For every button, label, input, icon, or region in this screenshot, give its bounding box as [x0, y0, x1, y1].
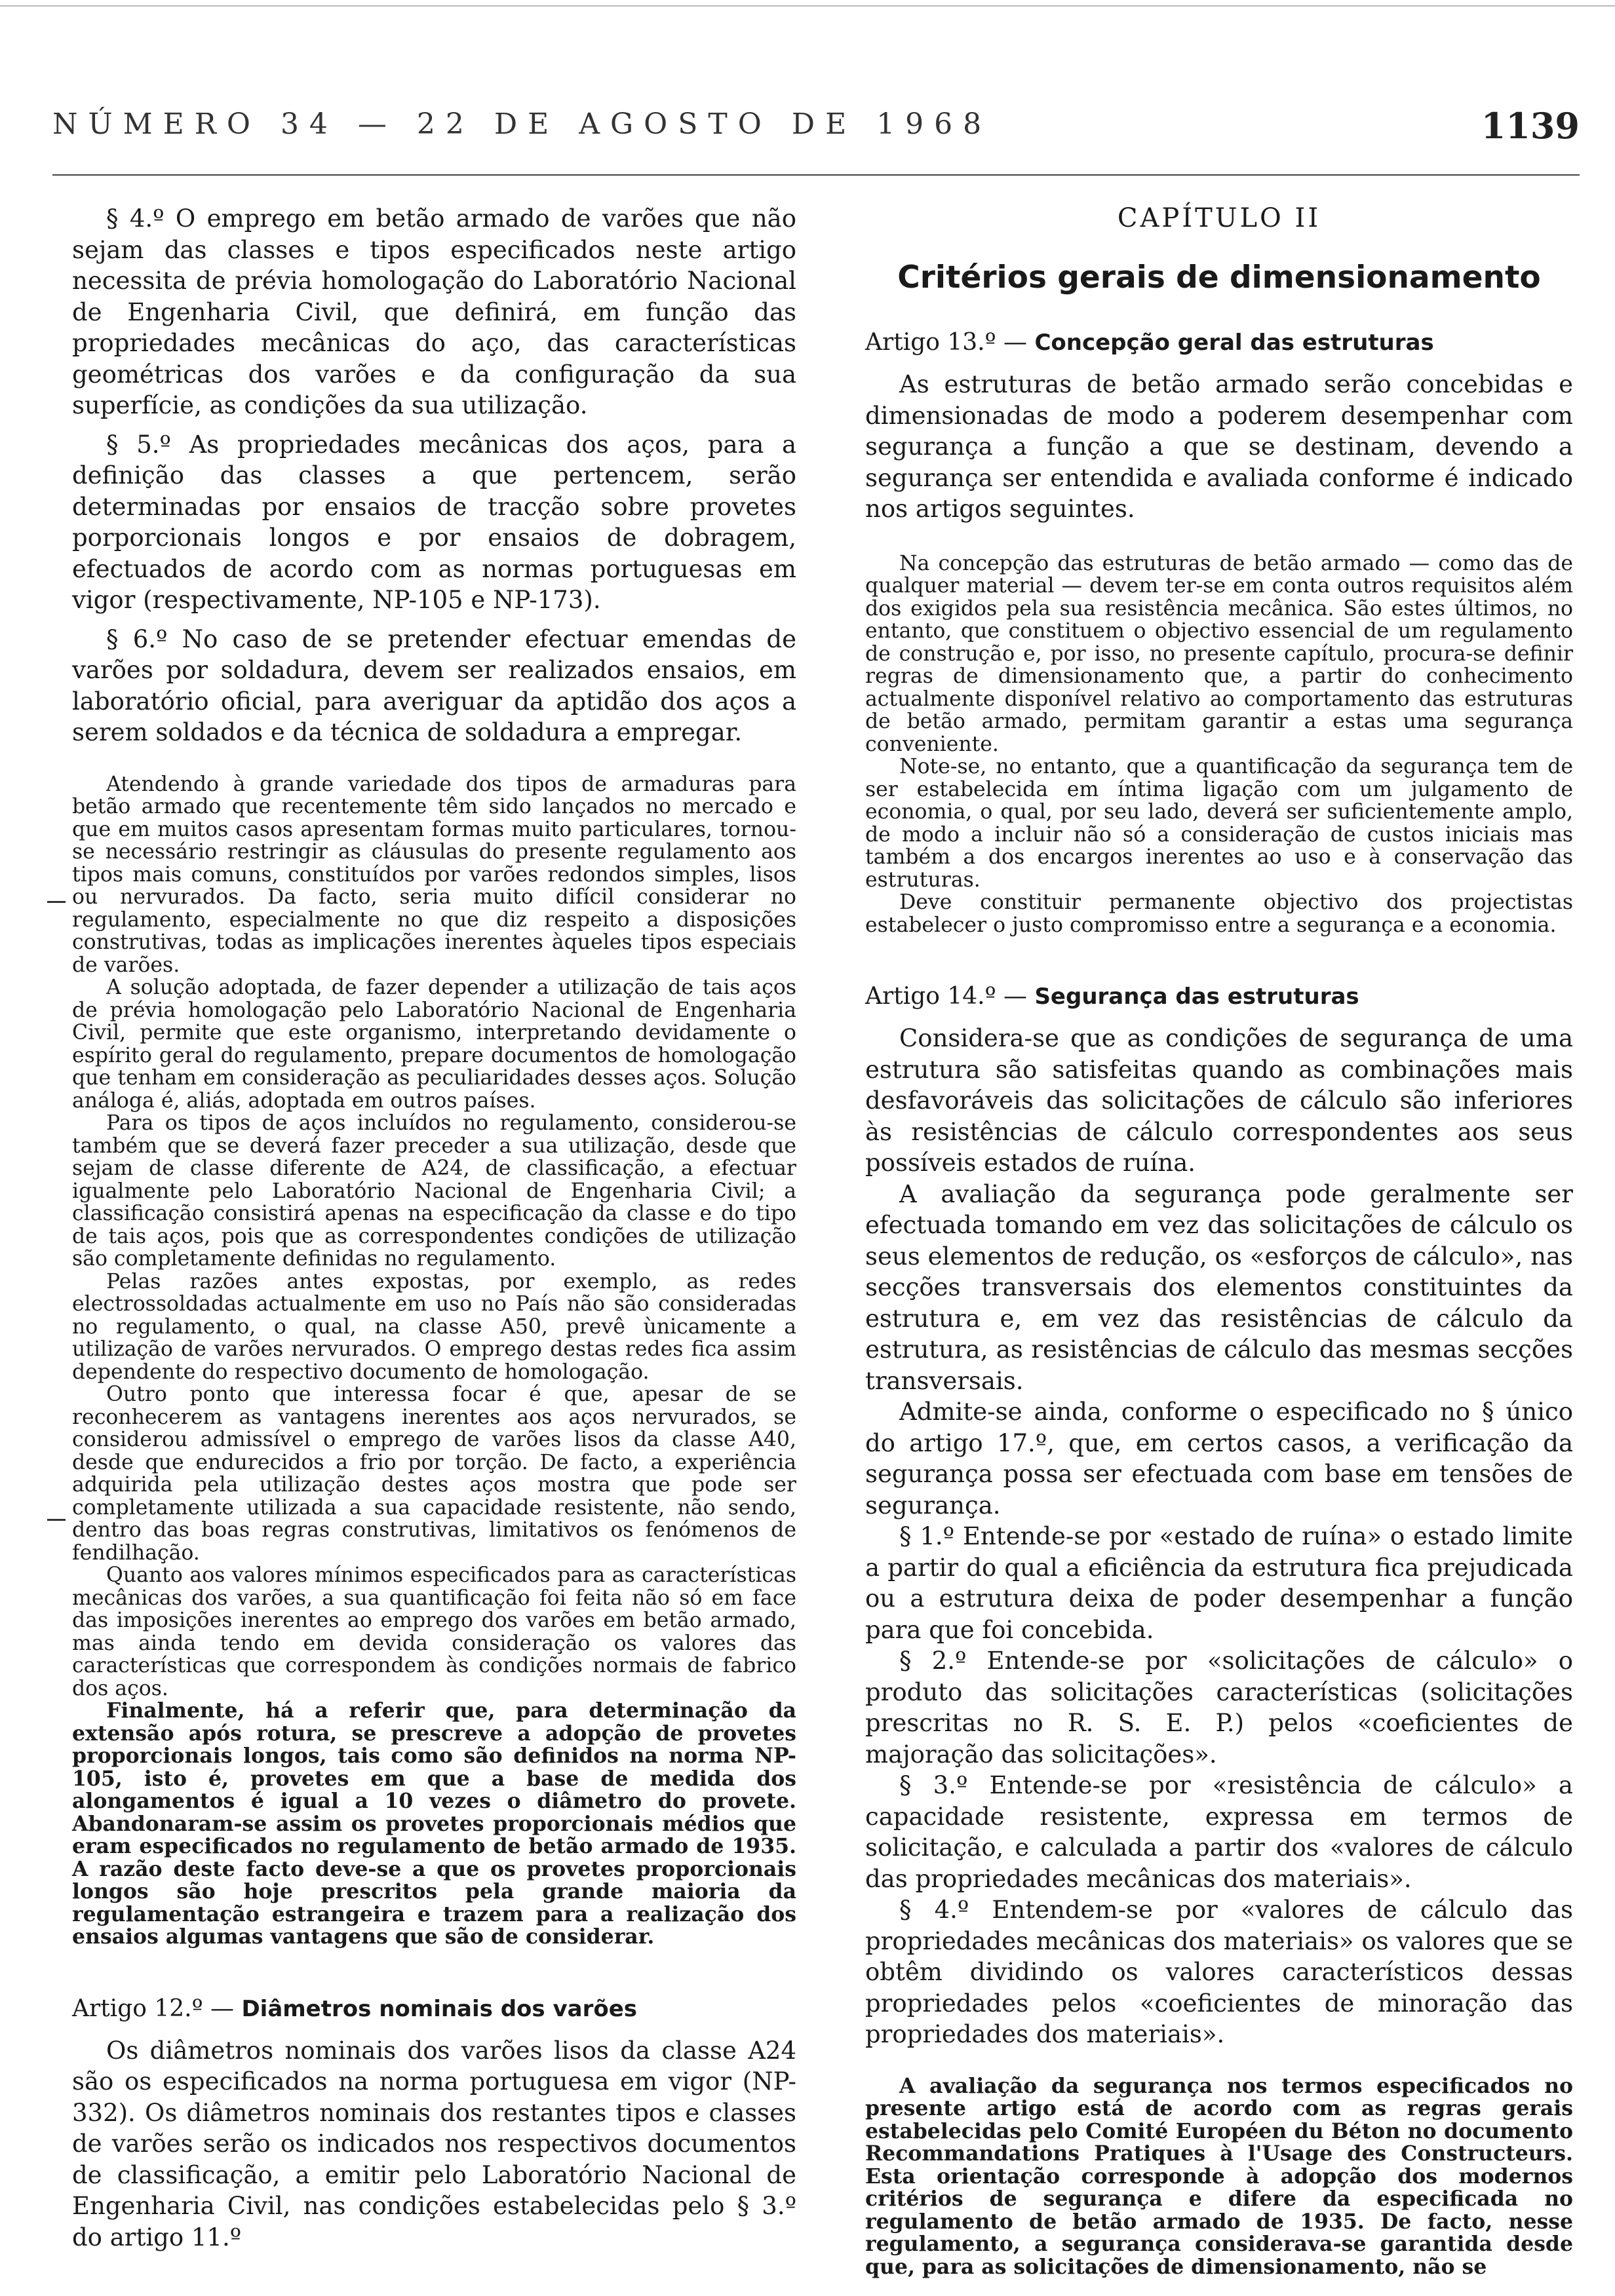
chapter-title: Critérios gerais de dimensionamento — [897, 259, 1541, 296]
left-column — [72, 203, 796, 2261]
commentary-paragraph: Para os tipos de aços incluídos no regulamento, considerou-se também que se deverá fazer preceder a sua utilização, desde que sejam de classe diferente de A24, de classificação, a efectuar igualmente pelo Laboratório Nacional de Engenharia Civil; a classificação consistirá apenas na especificação da classe e do tipo de tais aços, pois que as correspondentes condições de utilização são completamente definidas no regulamento. — [72, 1111, 796, 1271]
commentary-paragraph: Finalmente, há a referir que, para determinação da extensão após rotura, se prescreve a adopção de provetes proporcionais longos, tais como são definidos na norma NP-105, isto é, provetes em que a base de medida dos alongamentos é igual a 10 vezes o diâmetro do provete. Abandonaram-se assim os provetes proporcionais médios que eram especificados no regulamento de betão armado de 1935. A razão deste facto deve-se a que os provetes proporcionais longos são hoje prescritos pela grande maioria da regulamentação estrangeira e trazem para a realização dos ensaios algumas vantagens que são de considerar. — [72, 1698, 796, 1949]
article-12-body: Os diâmetros nominais dos varões lisos da classe A24 são os especificados na norma portuguesa em vigor (NP-332). Os diâmetros nominais dos restantes tipos e classes de varões serão os indicados nos respectivos documentos de classificação, a emitir pelo Laboratório Nacional de Engenharia Civil, nas condições estabelecidas pelo § 3.º do artigo 11.º — [72, 2036, 796, 2251]
article-14-clause-4: § 4.º Entendem-se por «valores de cálculo das propriedades mecânicas dos materiais» os valores que se obtêm dividindo os valores característicos dessas propriedades pelos «coeficientes de minoração das propriedades dos materiais». — [865, 1896, 1573, 2048]
article-13-label: Artigo 13.º — — [865, 329, 1027, 356]
article-14-title: Segurança das estruturas — [1034, 984, 1359, 1010]
article-12-heading — [72, 1995, 796, 2023]
commentary-paragraph: A avaliação da segurança nos termos especificados no presente artigo está de acordo com as regras gerais estabelecidas pelo Comité Européen du Béton no documento Recommandations Pratiques à l'Usage des Constructeurs. Esta orientação corresponde à adopção dos modernos critérios de segurança e difere da especificada no regulamento de betão armado de 1935. De facto, nesse regulamento, a segurança considerava-se garantida desde que, para as solicitações de dimensionamento, não se — [865, 2073, 1573, 2279]
margin-mark — [47, 901, 66, 903]
issue-date-header: NÚMERO 34 — 22 DE AGOSTO DE 1968 — [52, 107, 992, 141]
paragraph-s6: § 6.º No caso de se pretender efectuar emendas de varões por soldadura, devem ser realizados ensaios, em laboratório oficial, para averiguar da aptidão dos aços a serem soldados e da técnica de soldadura a empregar. — [72, 624, 796, 746]
paragraph-s4: § 4.º O emprego em betão armado de varões que não sejam das classes e tipos especificados neste artigo necessita de prévia homologação do Laboratório Nacional de Engenharia Civil, que definirá, em função das propriedades mecânicas do aço, das características geométricas dos varões e da configuração da sua superfície, as condições da sua utilização. — [72, 204, 796, 419]
commentary-paragraph: Note-se, no entanto, que a quantificação da segurança tem de ser estabelecida em íntima ligação com um julgamento de economia, o qual, por seu lado, deverá ser suficientemente amplo, de modo a incluir não só a consideração de custos iniciais mas também a dos encargos inerentes ao uso e à conservação das estruturas. — [865, 755, 1573, 892]
article-13-heading — [865, 328, 1573, 357]
article-13-body: As estruturas de betão armado serão concebidas e dimensionadas de modo a poderem desempenhar com segurança a função a que se destinam, devendo a segurança ser entendida e avaliada conforme é indicado nos artigos seguintes. — [865, 370, 1573, 523]
article-12-label: Artigo 12.º — — [72, 1995, 234, 2022]
article-13-title: Concepção geral das estruturas — [1034, 330, 1434, 356]
article-14-label: Artigo 14.º — — [865, 983, 1027, 1010]
commentary-paragraph: Quanto aos valores mínimos especificados para as características mecânicas dos varões, a sua quantificação foi feita não só em face das imposições inerentes ao emprego dos varões em betão armado, mas ainda tendo em devida consideração os valores das características que correspondem às condições normais de fabrico dos aços. — [72, 1563, 796, 1700]
paragraph-s5: § 5.º As propriedades mecânicas dos aços, para a definição das classes a que pertencem, serão determinadas por ensaios de tracção sobre provetes porporcionais longos e por ensaios de dobragem, efectuados de acordo com as normas portuguesas em vigor (respectivamente, NP-105 e NP-173). — [72, 430, 796, 614]
right-column — [865, 203, 1573, 2278]
margin-mark — [47, 1519, 66, 1521]
commentary-paragraph: Outro ponto que interessa focar é que, apesar de se reconhecerem as vantagens inerentes aos aços nervurados, se considerou admissível o emprego de varões lisos da classe A40, desde que endurecidos a frio por torção. De facto, a experiência adquirida pela utilização destes aços mostra que pode ser completamente utilizada a sua capacidade resistente, não sendo, dentro das boas regras construtivas, limitativos os fenómenos de fendilhação. — [72, 1383, 796, 1565]
article-14-clause-3: § 3.º Entende-se por «resistência de cálculo» a capacidade resistente, expressa em termos de solicitação, e calculada a partir dos «valores de cálculo das propriedades mecânicas dos materiais». — [865, 1771, 1573, 1893]
chapter-number: CAPÍTULO II — [1117, 203, 1321, 233]
page-header — [52, 98, 1580, 157]
article-14-heading — [865, 982, 1573, 1011]
top-edge-line — [0, 5, 1615, 7]
article-14-clause-1: § 1.º Entende-se por «estado de ruína» o estado limite a partir do qual a eficiência da estrutura fica prejudicada ou a estrutura deixa de poder desempenhar a função para que foi concebida. — [865, 1522, 1573, 1644]
article-14-clause-2: § 2.º Entende-se por «solicitações de cálculo» o produto das solicitações características (solicitações prescritas no R. S. E. P.) pelos «coeficientes de majoração das solicitações». — [865, 1647, 1573, 1769]
page-number: 1139 — [1481, 105, 1580, 147]
commentary-paragraph: Na concepção das estruturas de betão armado — como das de qualquer material — devem ter-se em conta outros requisitos além dos exigidos pela sua resistência mecânica. São estes últimos, no entanto, que constituem o objectivo essencial de um regulamento de construção e, por isso, no presente capítulo, procura-se definir regras de dimensionamento que, a partir do conhecimento actualmente disponível relativo ao comportamento das estruturas de betão armado, permitam garantir a estas uma segurança conveniente. — [865, 551, 1573, 756]
article-12-title: Diâmetros nominais dos varões — [241, 1995, 638, 2022]
article-14-paragraph: Considera-se que as condições de segurança de uma estrutura são satisfeitas quando as combinações mais desfavoráveis das solicitações de cálculo são inferiores às resistências de cálculo correspondentes aos seus possíveis estados de ruína. — [865, 1024, 1573, 1177]
header-rule — [52, 174, 1580, 176]
article-14-paragraph: A avaliação da segurança pode geralmente ser efectuada tomando em vez das solicitações de cálculo os seus elementos de redução, os «esforços de cálculo», nas secções transversais dos elementos constituintes da estrutura e, em vez das resistências de cálculo da estrutura, as resistências de cálculo das mesmas secções transversais. — [865, 1179, 1573, 1395]
commentary-paragraph: A solução adoptada, de fazer depender a utilização de tais aços de prévia homologação pelo Laboratório Nacional de Engenharia Civil, permite que este organismo, interpretando devidamente o espírito geral do regulamento, prepare documentos de homologação que tenham em consideração as peculiaridades desses aços. Solução análoga é, aliás, adoptada em outros países. — [72, 976, 796, 1113]
commentary-paragraph: Atendendo à grande variedade dos tipos de armaduras para betão armado que recentemente têm sido lançados no mercado e que em muitos casos apresentam formas muito particulares, tornou-se necessário restringir as cláusulas do presente regulamento aos tipos mais comuns, constituídos por varões redondos simples, lisos ou nervurados. Da facto, seria muito difícil considerar no regulamento, especialmente no que diz respeito a disposições construtivas, todas as implicações inerentes àqueles tipos especiais de varões. — [72, 772, 796, 977]
commentary-paragraph: Deve constituir permanente objectivo dos projectistas estabelecer o justo compromisso entre a segurança e a economia. — [865, 890, 1573, 937]
article-14-paragraph: Admite-se ainda, conforme o especificado no § único do artigo 17.º, que, em certos casos, a verificação da segurança possa ser efectuada com base em tensões de segurança. — [865, 1398, 1573, 1520]
commentary-paragraph: Pelas razões antes expostas, por exemplo, as redes electrossoldadas actualmente em uso no País não são consideradas no regulamento, o qual, na classe A50, prevê ùnicamente a utilização de varões nervurados. O emprego destas redes fica assim dependente do respectivo documento de homologação. — [72, 1269, 796, 1384]
